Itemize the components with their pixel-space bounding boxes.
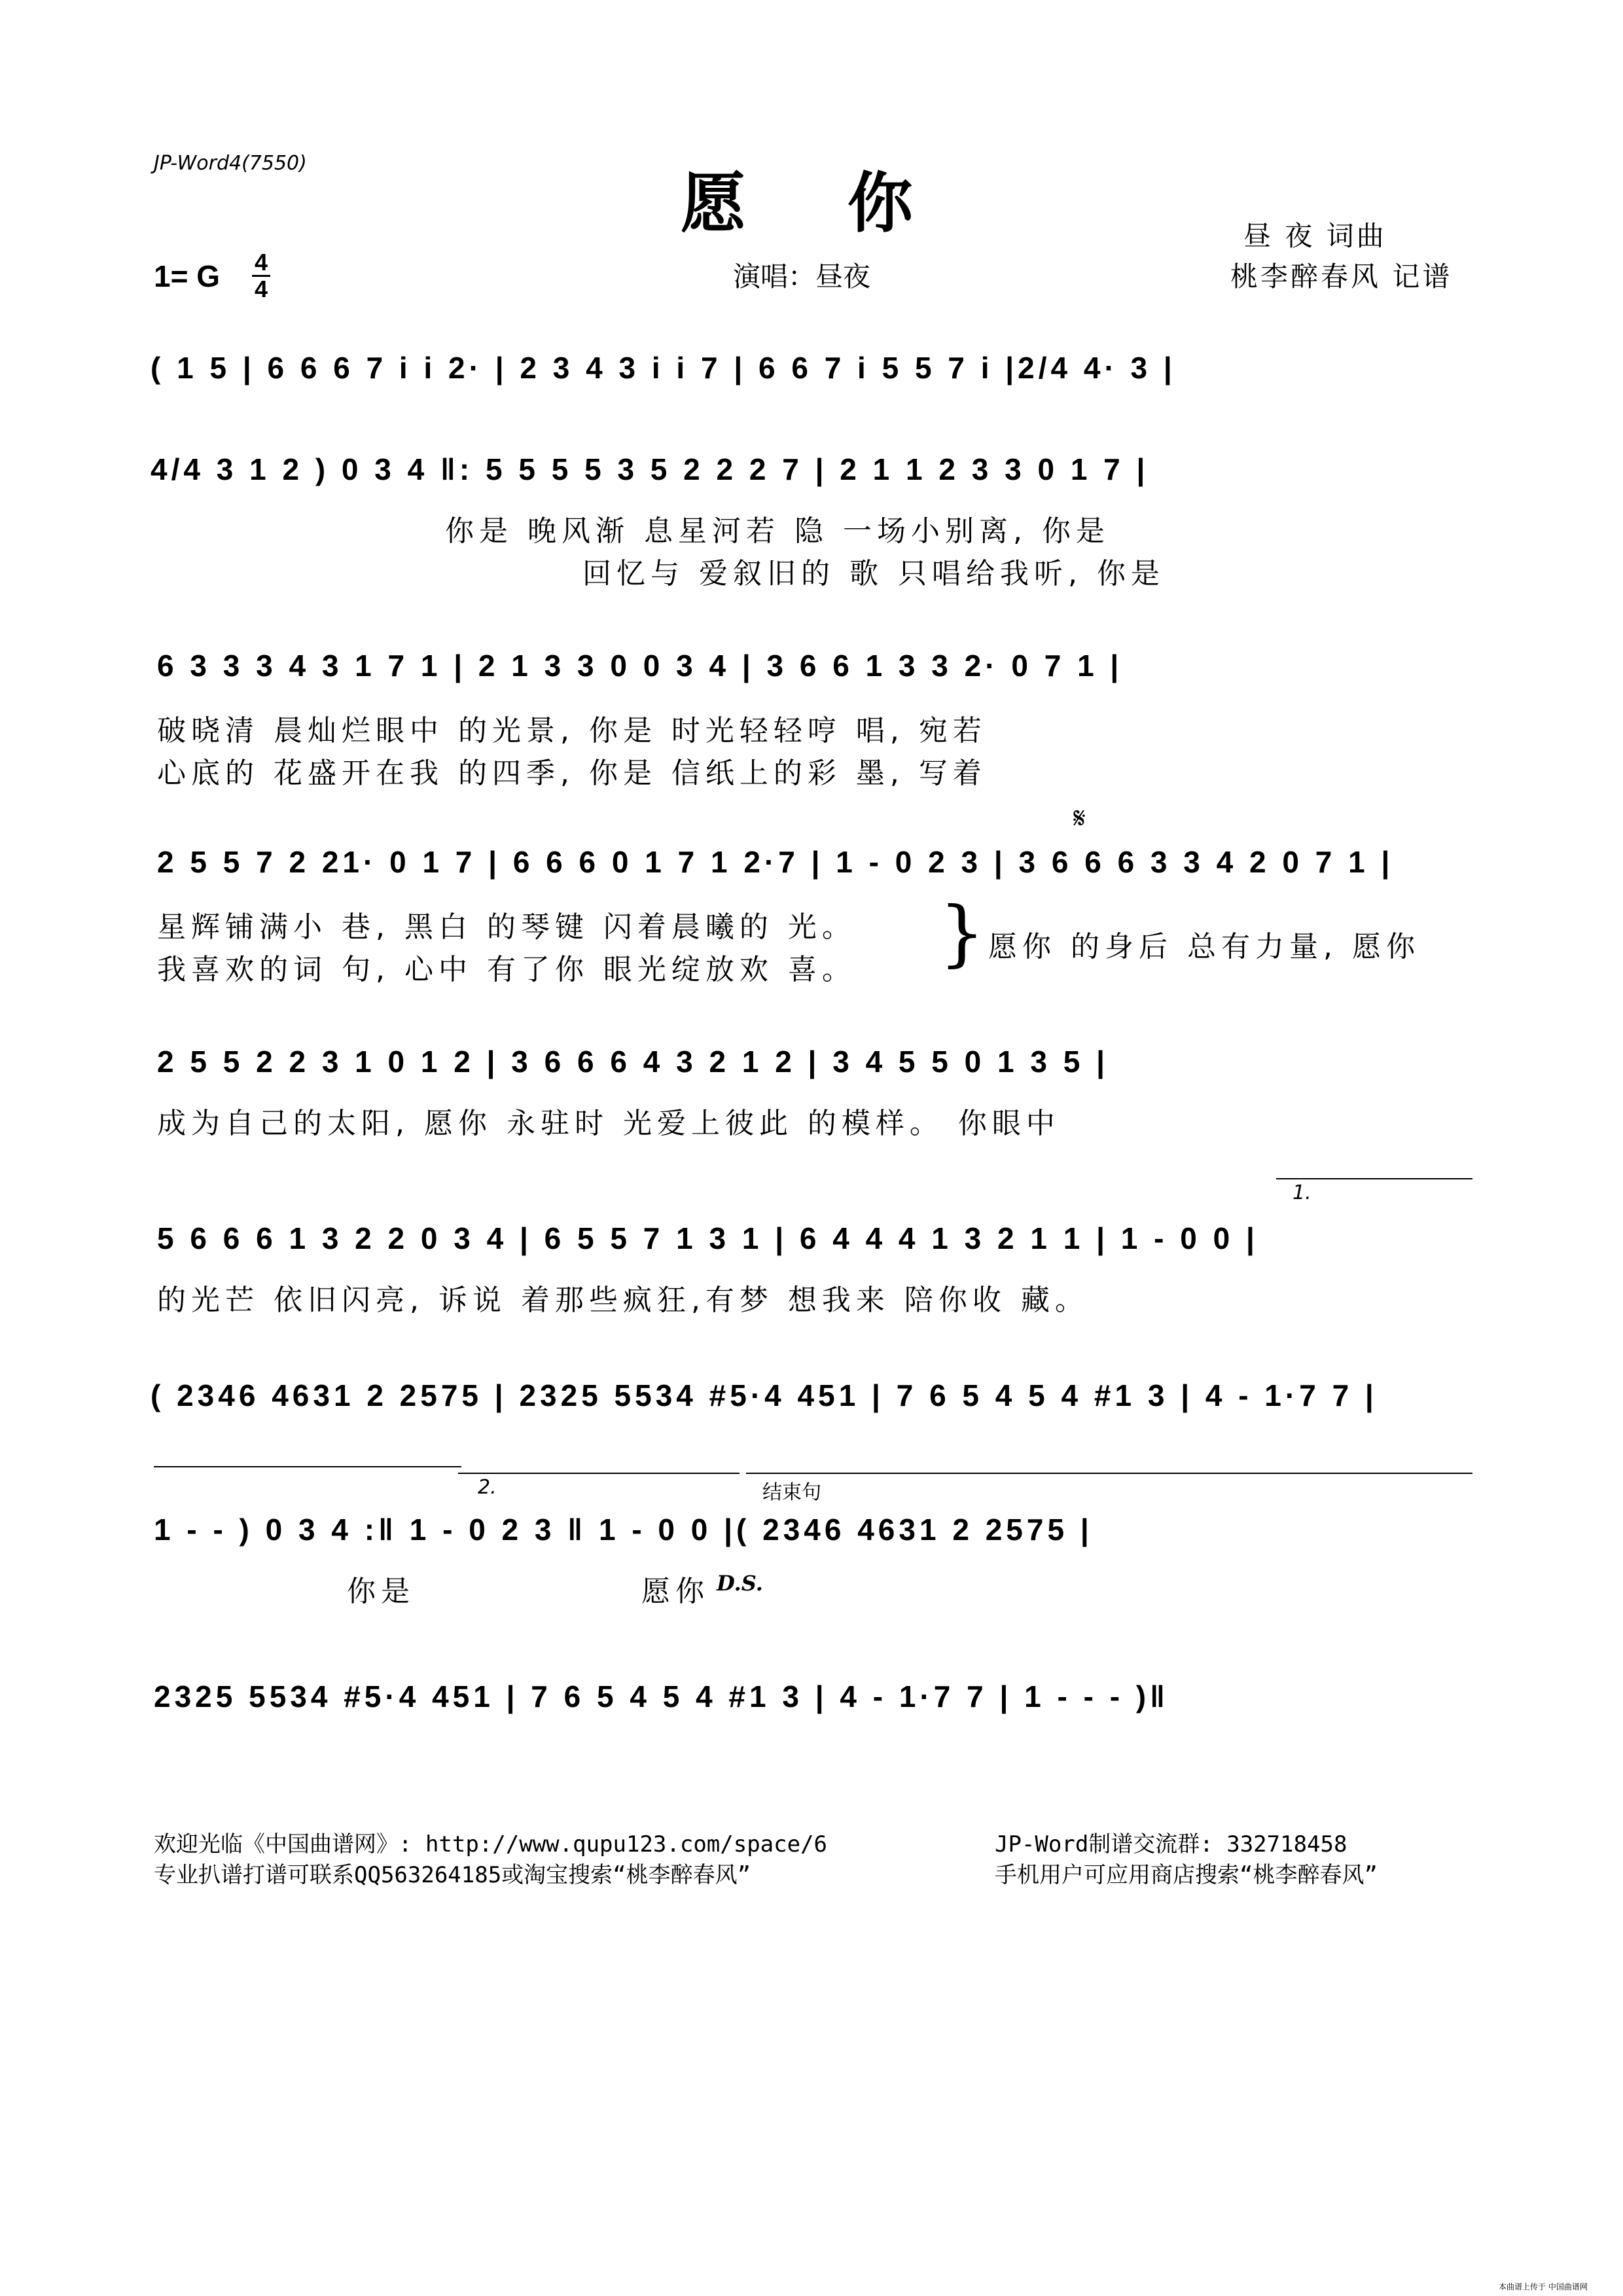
singer-credit: 演唱：昼夜 xyxy=(733,260,871,293)
score-line-9: 2325 5534 #5·4 451 | 7 6 5 4 5 4 #1 3 | 4 - 1·7 7 | 1 - - - )‖ xyxy=(154,1679,1169,1713)
volta-1-label: 1. xyxy=(1293,1181,1311,1204)
lyric-line-2a: 你是 晚风渐 息星河若 隐 一场小别离, 你是 xyxy=(445,514,1110,548)
lyric-brace: } xyxy=(939,891,985,975)
footer-group: JP-Word制谱交流群: 332718458 xyxy=(995,1831,1347,1857)
volta-1-bracket xyxy=(1276,1178,1472,1179)
lyric-line-6: 的光芒 依旧闪亮, 诉说 着那些疯狂,有梦 想我来 陪你收 藏。 xyxy=(157,1283,1089,1317)
composer-credit: 昼 夜 词曲 xyxy=(1243,220,1387,252)
volta-top-line xyxy=(154,1466,461,1467)
ending-bracket xyxy=(746,1473,1472,1474)
volta-2-label: 2. xyxy=(478,1476,497,1499)
score-line-8: 1 - - ) 0 3 4 :‖ 1 - 0 2 3 ‖ 1 - 0 0 |( 2346 4631 2 2575 | xyxy=(154,1513,1093,1547)
score-line-1: ( 1 5 | 6 6 6 7 i i 2· | 2 3 4 3 i i 7 | 6 6 7 i 5 5 7 i |2/4 4· 3 | xyxy=(151,351,1176,385)
lyric-line-5: 成为自己的太阳, 愿你 永驻时 光爱上彼此 的模样。 你眼中 xyxy=(157,1107,1060,1140)
footer-app: 手机用户可应用商店搜索“桃李醉春风” xyxy=(995,1862,1378,1888)
transcriber-credit: 桃李醉春风 记谱 xyxy=(1230,260,1453,293)
lyric-line-4b: 我喜欢的词 句, 心中 有了你 眼光绽放欢 喜。 xyxy=(157,953,856,986)
lyric-line-8a: 你是 xyxy=(347,1575,415,1608)
score-line-4: 2 5 5 7 2 21· 0 1 7 | 6 6 6 0 1 7 1 2·7 | 1 - 0 2 3 | 3 6 6 6 3 3 4 2 0 7 1 | xyxy=(157,845,1394,879)
watermark: 本曲谱上传于 中国曲谱网 xyxy=(1499,2282,1588,2291)
ending-label: 结束句 xyxy=(762,1481,821,1504)
lyric-line-4c: 愿你 的身后 总有力量, 愿你 xyxy=(988,930,1420,963)
footer-contact: 专业扒谱打谱可联系QQ563264185或淘宝搜索“桃李醉春风” xyxy=(154,1862,751,1888)
key-signature: 1= G xyxy=(154,259,221,293)
lyric-line-3a: 破晓清 晨灿烂眼中 的光景, 你是 时光轻轻哼 唱, 宛若 xyxy=(157,714,987,747)
segno-sign: 𝄋 xyxy=(1073,802,1086,835)
score-line-7: ( 2346 4631 2 2575 | 2325 5534 #5·4 451 | 7 6 5 4 5 4 #1 3 | 4 - 1·7 7 | xyxy=(151,1378,1378,1412)
volta-2-bracket xyxy=(458,1473,740,1474)
lyric-line-3b: 心底的 花盛开在我 的四季, 你是 信纸上的彩 墨, 写着 xyxy=(157,757,987,790)
score-line-5: 2 5 5 2 2 3 1 0 1 2 | 3 6 6 6 4 3 2 1 2 | 3 4 5 5 0 1 3 5 | xyxy=(157,1045,1109,1079)
score-line-3: 6 3 3 3 4 3 1 7 1 | 2 1 3 3 0 0 3 4 | 3 6 6 1 3 3 2· 0 7 1 | xyxy=(157,649,1123,683)
dal-segno-mark: D.S. xyxy=(717,1571,763,1596)
software-label: JP-Word4(7550) xyxy=(154,152,307,175)
footer-website: 欢迎光临《中国曲谱网》: http://www.qupu123.com/space/6 xyxy=(154,1831,828,1857)
song-title: 愿 你 xyxy=(681,164,952,242)
lyric-line-8b: 愿你 xyxy=(641,1575,709,1608)
lyric-line-2b: 回忆与 爱叙旧的 歌 只唱给我听, 你是 xyxy=(582,557,1165,590)
score-line-6: 5 6 6 6 1 3 2 2 0 3 4 | 6 5 5 7 1 3 1 | 6 4 4 4 1 3 2 1 1 | 1 - 0 0 | xyxy=(157,1221,1258,1255)
score-line-2: 4/4 3 1 2 ) 0 3 4 ‖: 5 5 5 5 3 5 2 2 2 7 | 2 1 1 2 3 3 0 1 7 | xyxy=(151,452,1149,486)
time-signature: 4 4 xyxy=(252,250,270,302)
lyric-line-4a: 星辉铺满小 巷, 黑白 的琴键 闪着晨曦的 光。 xyxy=(157,910,856,944)
